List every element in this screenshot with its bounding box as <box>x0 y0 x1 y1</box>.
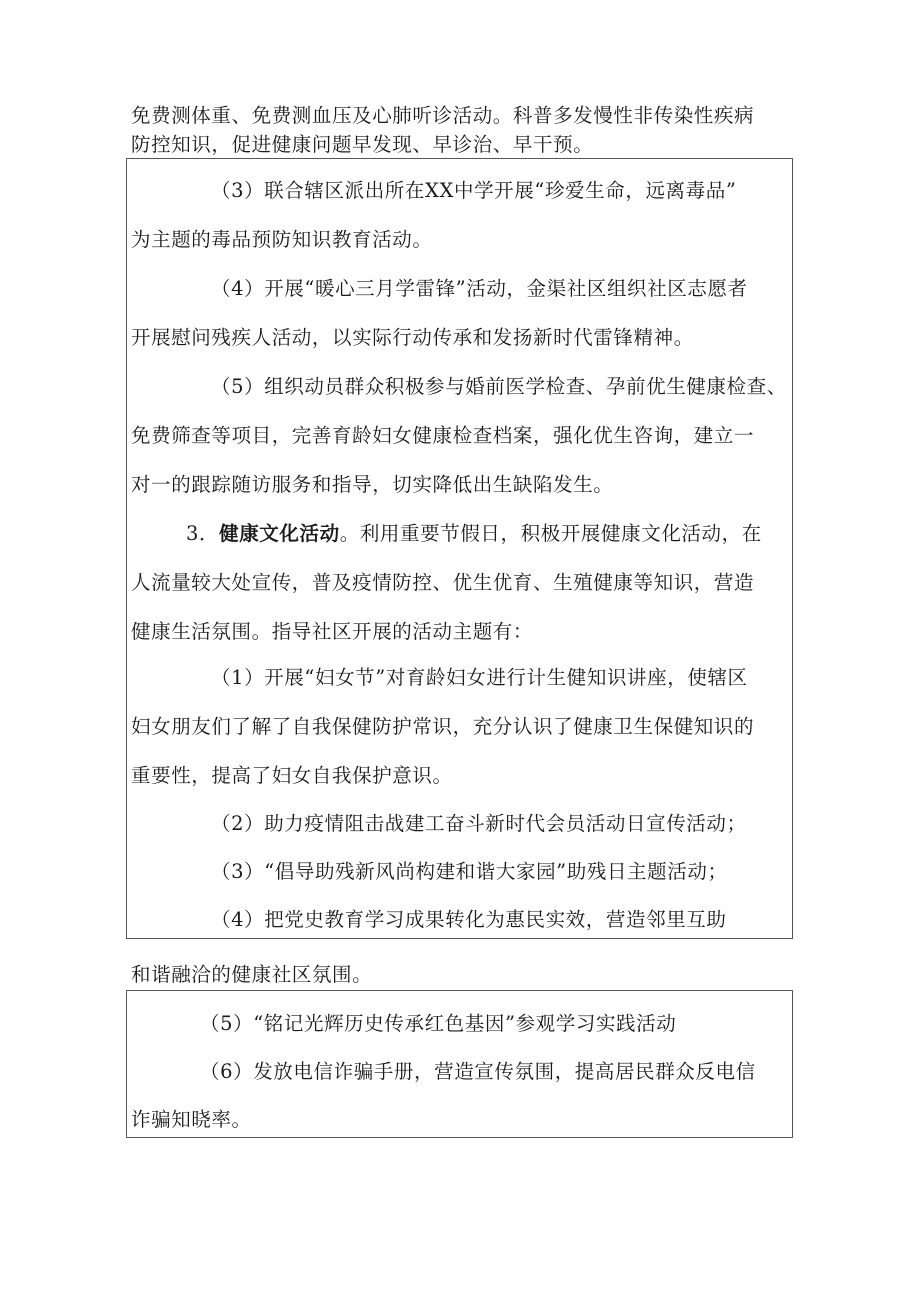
item-4-line-1: （4）开展“暖心三月学雷锋”活动，金渠社区组织社区志愿者 <box>211 277 748 300</box>
sub-item-1-line-2: 妇女朋友们了解了自我保健防护常识，充分认识了健康卫生保健知识的 <box>131 715 755 738</box>
item-5-line-3: 对一的跟踪随访服务和指导，切实降低出生缺陷发生。 <box>131 473 614 496</box>
section-3-intro: 。利用重要节假日，积极开展健康文化活动，在 <box>339 522 762 545</box>
item-5-line-2: 免费筛查等项目，完善育龄妇女健康检查档案，强化优生咨询，建立一 <box>131 424 755 447</box>
sub-item-4-line-2: 和谐融洽的健康社区氛围。 <box>131 963 373 986</box>
sub-item-1-line-1: （1）开展“妇女节”对育龄妇女进行计生健知识讲座，使辖区 <box>211 666 748 689</box>
top-text-line-2: 防控知识，促进健康问题早发现、早诊治、早干预。 <box>131 133 594 156</box>
section-3-line-2: 人流量较大处宣传，普及疫情防控、优生优育、生殖健康等知识，营造 <box>131 571 755 594</box>
sub-item-3: （3）“倡导助残新风尚构建和谐大家园”助残日主题活动； <box>211 860 728 883</box>
item-3-line-1: （3）联合辖区派出所在XX中学开展“珍爱生命，远离毒品” <box>211 179 737 202</box>
sub-item-6-line-2: 诈骗知晓率。 <box>131 1108 252 1131</box>
section-3-number: 3． <box>186 522 220 545</box>
item-4-line-2: 开展慰问残疾人活动，以实际行动传承和发扬新时代雷锋精神。 <box>131 326 694 349</box>
sub-item-6-line-1: （6）发放电信诈骗手册，营造宣传氛围，提高居民群众反电信 <box>200 1060 756 1083</box>
sub-item-2: （2）助力疫情阻击战建工奋斗新时代会员活动日宣传活动； <box>211 812 747 835</box>
section-3-line-3: 健康生活氛围。指导社区开展的活动主题有： <box>131 620 534 643</box>
item-3-line-2: 为主题的毒品预防知识教育活动。 <box>131 228 433 251</box>
sub-item-5: （5）“铭记光辉历史传承红色基因”参观学习实践活动 <box>200 1012 677 1035</box>
section-3-line-1 <box>186 520 762 548</box>
sub-item-1-line-3: 重要性，提高了妇女自我保护意识。 <box>131 764 453 787</box>
section-3-title: 健康文化活动 <box>219 522 340 545</box>
sub-item-4-line-1: （4）把党史教育学习成果转化为惠民实效，营造邻里互助 <box>211 908 727 931</box>
top-text-line-1: 免费测体重、免费测血压及心肺听诊活动。科普多发慢性非传染性疾病 <box>131 104 755 127</box>
item-5-line-1: （5）组织动员群众积极参与婚前医学检查、孕前优生健康检查、 <box>211 375 787 398</box>
